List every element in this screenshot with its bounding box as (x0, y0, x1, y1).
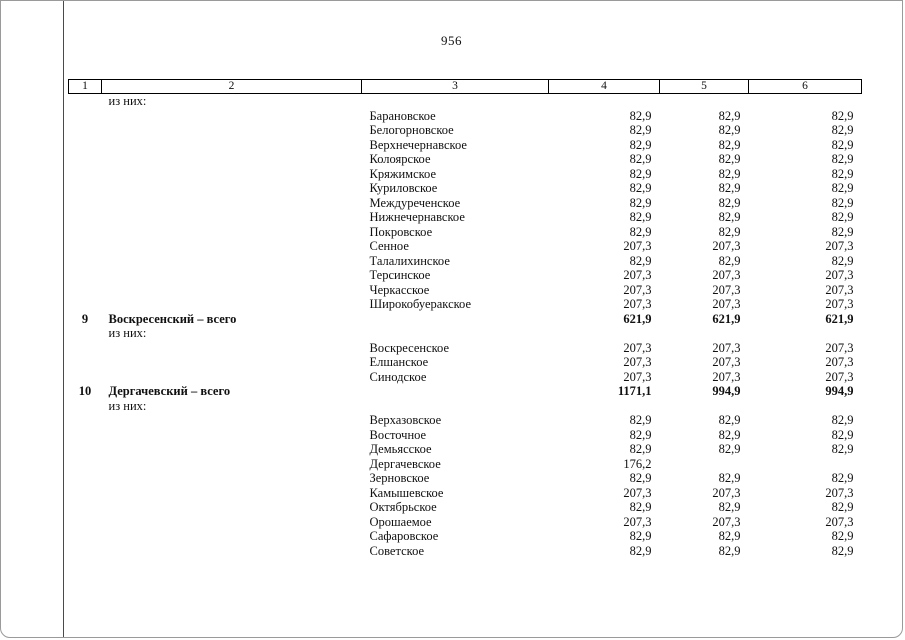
district-name-cell (102, 123, 362, 138)
table-row-note (69, 94, 862, 109)
district-name-cell (102, 457, 362, 472)
value-cell-col5: 207,3 (712, 282, 741, 297)
row-number-cell (69, 457, 102, 472)
row-number-cell (69, 399, 102, 414)
row-number-cell (69, 210, 102, 225)
settlement-name-cell: Дергачевское (369, 456, 441, 471)
table-row (69, 529, 862, 544)
table-row (69, 239, 862, 254)
value-cell-col4: 207,3 (623, 268, 652, 282)
data-table (68, 79, 862, 558)
value-cell-col6: 82,9 (831, 427, 854, 442)
district-name-cell (102, 196, 362, 211)
district-name-cell (102, 341, 362, 356)
value-cell-col4: 207,3 (623, 297, 652, 311)
value-cell-col6: 82,9 (831, 181, 854, 195)
value-cell-col5: 82,9 (718, 224, 741, 239)
value-cell-col4: 82,9 (629, 471, 652, 485)
value-cell-col6: 207,3 (825, 297, 854, 311)
value-cell-col6: 994,9 (825, 384, 854, 398)
row-number-cell (69, 94, 102, 109)
value-cell-col5: 82,9 (718, 253, 741, 268)
value-cell-col4: 82,9 (629, 166, 652, 181)
value-cell-col5: 82,9 (718, 543, 741, 558)
value-cell-col4: 82,9 (629, 253, 652, 268)
value-cell-col5: 82,9 (718, 413, 741, 427)
value-cell-col4: 82,9 (629, 210, 652, 224)
district-name-cell: из них: (108, 326, 147, 340)
table-row (69, 152, 862, 167)
table-row-district-total (69, 312, 862, 327)
district-name-cell (102, 181, 362, 196)
settlement-name-cell: Колоярское (369, 152, 431, 166)
row-number-cell (69, 196, 102, 211)
value-cell-col5: 82,9 (718, 442, 741, 456)
value-cell-col5: 207,3 (712, 514, 741, 529)
district-name-cell (102, 210, 362, 225)
table-row (69, 486, 862, 501)
value-cell-col4: 82,9 (629, 529, 652, 543)
row-number-cell (69, 529, 102, 544)
district-name-cell (102, 486, 362, 501)
value-cell-col5: 207,3 (712, 369, 741, 384)
value-cell-col6 (749, 94, 862, 109)
district-name-cell (102, 138, 362, 153)
value-cell-col5: 207,3 (712, 340, 741, 355)
table-row (69, 471, 862, 486)
value-cell-col6: 82,9 (831, 529, 854, 543)
value-cell-col5: 207,3 (712, 355, 741, 369)
district-name-cell (102, 413, 362, 428)
district-name-cell (102, 370, 362, 385)
settlement-name-cell: Елшанское (369, 355, 429, 369)
district-name-cell (102, 283, 362, 298)
value-cell-col5: 994,9 (712, 384, 741, 398)
value-cell-col4: 82,9 (629, 224, 652, 239)
value-cell-col5: 82,9 (718, 181, 741, 195)
value-cell-col5: 82,9 (718, 152, 741, 166)
table-row (69, 268, 862, 283)
table-row (69, 544, 862, 559)
value-cell-col4: 176,2 (623, 456, 652, 471)
row-number-cell (69, 254, 102, 269)
row-number-cell: 10 (78, 384, 92, 398)
value-cell-col4: 82,9 (629, 137, 652, 152)
district-name-cell (102, 268, 362, 283)
value-cell-col6: 207,3 (825, 369, 854, 384)
table-row (69, 181, 862, 196)
row-number-cell (69, 500, 102, 515)
value-cell-col4 (549, 94, 660, 109)
value-cell-col4 (549, 399, 660, 414)
settlement-name-cell: Зерновское (369, 471, 430, 485)
value-cell-col4: 82,9 (629, 500, 652, 514)
district-name-cell (102, 297, 362, 312)
value-cell-col5: 82,9 (718, 195, 741, 210)
district-name-cell (102, 500, 362, 515)
value-cell-col4: 207,3 (623, 239, 652, 253)
row-number-cell (69, 152, 102, 167)
table-row-note (69, 326, 862, 341)
row-number-cell (69, 428, 102, 443)
row-number-cell (69, 442, 102, 457)
table-body (69, 94, 862, 559)
settlement-name-cell: Кряжимское (369, 166, 437, 181)
table-row (69, 515, 862, 530)
district-name-cell: Дергачевский – всего (108, 384, 231, 398)
value-cell-col6: 207,3 (825, 239, 854, 253)
value-cell-col4: 82,9 (629, 543, 652, 558)
row-number-cell (69, 486, 102, 501)
value-cell-col6: 82,9 (831, 195, 854, 210)
settlement-name-cell (362, 94, 549, 109)
value-cell-col6: 82,9 (831, 152, 854, 166)
page-number: 956 (441, 33, 462, 48)
row-number-cell (69, 283, 102, 298)
settlement-name-cell: Синодское (369, 369, 427, 384)
row-number-cell (69, 167, 102, 182)
value-cell-col5 (660, 326, 749, 341)
table-row (69, 457, 862, 472)
value-cell-col6: 207,3 (825, 268, 854, 282)
row-number-cell (69, 341, 102, 356)
table-row (69, 210, 862, 225)
district-name-cell (102, 515, 362, 530)
settlement-name-cell: Верхнечернавское (369, 137, 467, 152)
settlement-name-cell: Верхазовское (369, 413, 442, 427)
value-cell-col6: 621,9 (825, 311, 854, 326)
table-row (69, 109, 862, 124)
table-row (69, 355, 862, 370)
value-cell-col4: 207,3 (623, 514, 652, 529)
value-cell-col6 (749, 326, 862, 341)
value-cell-col6: 82,9 (831, 253, 854, 268)
value-cell-col4: 1171,1 (617, 384, 652, 398)
value-cell-col6: 207,3 (825, 514, 854, 529)
district-name-cell (102, 428, 362, 443)
district-name-cell: из них: (108, 94, 147, 108)
settlement-name-cell: Камышевское (369, 485, 444, 500)
table-row-note (69, 399, 862, 414)
value-cell-col6: 82,9 (831, 500, 854, 514)
district-name-cell (102, 109, 362, 124)
table-row (69, 413, 862, 428)
value-cell-col6: 82,9 (831, 543, 854, 558)
table-row (69, 341, 862, 356)
value-cell-col5: 207,3 (712, 485, 741, 500)
district-name-cell (102, 544, 362, 559)
settlement-name-cell: Демьясское (369, 442, 432, 456)
row-number-cell (69, 413, 102, 428)
settlement-name-cell: Талалихинское (369, 253, 450, 268)
value-cell-col6: 82,9 (831, 210, 854, 224)
settlement-name-cell (362, 384, 549, 399)
table-row (69, 428, 862, 443)
value-cell-col6: 207,3 (825, 485, 854, 500)
settlement-name-cell: Восточное (369, 427, 427, 442)
value-cell-col4: 82,9 (629, 108, 652, 123)
settlement-name-cell: Октябрьское (369, 500, 437, 514)
table-row-district-total (69, 384, 862, 399)
table-row (69, 123, 862, 138)
table-row (69, 196, 862, 211)
row-number-cell (69, 544, 102, 559)
table-row (69, 442, 862, 457)
table-row (69, 225, 862, 240)
value-cell-col6: 82,9 (831, 123, 854, 137)
row-number-cell (69, 225, 102, 240)
value-cell-col6: 82,9 (831, 442, 854, 456)
value-cell-col5 (660, 457, 749, 472)
value-cell-col5: 621,9 (712, 311, 741, 326)
header-cell-col4: 4 (549, 80, 660, 94)
district-name-cell (102, 254, 362, 269)
settlement-name-cell: Сенное (369, 239, 409, 253)
table-row (69, 370, 862, 385)
table-row (69, 254, 862, 269)
settlement-name-cell: Советское (369, 543, 425, 558)
value-cell-col4: 82,9 (629, 195, 652, 210)
value-cell-col5: 82,9 (718, 500, 741, 514)
row-number-cell (69, 297, 102, 312)
value-cell-col5: 207,3 (712, 239, 741, 253)
settlement-name-cell: Барановское (369, 108, 436, 123)
table-row (69, 167, 862, 182)
settlement-name-cell: Куриловское (369, 181, 438, 195)
header-cell-col3: 3 (362, 80, 549, 94)
row-number-cell (69, 370, 102, 385)
value-cell-col5: 207,3 (712, 268, 741, 282)
row-number-cell (69, 181, 102, 196)
value-cell-col4: 82,9 (629, 442, 652, 456)
value-cell-col5: 82,9 (718, 108, 741, 123)
value-cell-col5: 82,9 (718, 210, 741, 224)
settlement-name-cell: Покровское (369, 224, 433, 239)
value-cell-col4: 621,9 (623, 311, 652, 326)
settlement-name-cell: Междуреченское (369, 195, 461, 210)
settlement-name-cell: Белогорновское (369, 123, 454, 137)
table-header-row (69, 80, 862, 94)
value-cell-col5 (660, 399, 749, 414)
district-name-cell (102, 529, 362, 544)
row-number-cell (69, 138, 102, 153)
settlement-name-cell (362, 326, 549, 341)
header-cell-col1: 1 (69, 80, 102, 94)
settlement-name-cell: Сафаровское (369, 529, 439, 543)
settlement-name-cell: Широкобуеракское (369, 297, 472, 311)
value-cell-col6 (749, 399, 862, 414)
table-row (69, 500, 862, 515)
row-number-cell (69, 471, 102, 486)
value-cell-col4: 82,9 (629, 181, 652, 195)
value-cell-col6 (749, 457, 862, 472)
value-cell-col5: 82,9 (718, 427, 741, 442)
row-number-cell (69, 239, 102, 254)
value-cell-col5: 207,3 (712, 297, 741, 311)
value-cell-col4: 207,3 (623, 282, 652, 297)
value-cell-col5: 82,9 (718, 137, 741, 152)
row-number-cell (69, 355, 102, 370)
value-cell-col5: 82,9 (718, 471, 741, 485)
page-margin-line (63, 1, 64, 637)
value-cell-col4: 207,3 (623, 485, 652, 500)
value-cell-col6: 207,3 (825, 282, 854, 297)
settlement-name-cell: Воскресенское (369, 340, 450, 355)
settlement-name-cell: Терсинское (369, 268, 431, 282)
row-number-cell (69, 515, 102, 530)
value-cell-col5 (660, 94, 749, 109)
value-cell-col5: 82,9 (718, 529, 741, 543)
table-row (69, 297, 862, 312)
value-cell-col4: 207,3 (623, 355, 652, 369)
district-name-cell (102, 471, 362, 486)
value-cell-col4: 207,3 (623, 369, 652, 384)
district-name-cell (102, 167, 362, 182)
value-cell-col4: 82,9 (629, 413, 652, 427)
row-number-cell (69, 326, 102, 341)
row-number-cell (69, 109, 102, 124)
table-row (69, 283, 862, 298)
header-cell-col5: 5 (660, 80, 749, 94)
settlement-name-cell: Орошаемое (369, 514, 432, 529)
settlement-name-cell: Черкасское (369, 282, 430, 297)
value-cell-col4 (549, 326, 660, 341)
settlement-name-cell (362, 312, 549, 327)
settlement-name-cell: Нижнечернавское (369, 210, 465, 224)
value-cell-col5: 82,9 (718, 166, 741, 181)
district-name-cell: из них: (108, 398, 147, 413)
table-row (69, 138, 862, 153)
district-name-cell (102, 239, 362, 254)
value-cell-col5: 82,9 (718, 123, 741, 137)
row-number-cell (69, 268, 102, 283)
value-cell-col4: 82,9 (629, 123, 652, 137)
settlement-name-cell (362, 399, 549, 414)
header-cell-col6: 6 (749, 80, 862, 94)
value-cell-col6: 82,9 (831, 224, 854, 239)
row-number-cell (69, 123, 102, 138)
district-name-cell (102, 355, 362, 370)
value-cell-col6: 82,9 (831, 108, 854, 123)
value-cell-col4: 82,9 (629, 152, 652, 166)
table-header (69, 80, 862, 94)
header-cell-col2: 2 (102, 80, 362, 94)
district-name-cell (102, 152, 362, 167)
value-cell-col4: 82,9 (629, 427, 652, 442)
value-cell-col6: 207,3 (825, 355, 854, 369)
value-cell-col6: 82,9 (831, 137, 854, 152)
district-name-cell: Воскресенский – всего (108, 311, 237, 326)
district-name-cell (102, 225, 362, 240)
value-cell-col6: 207,3 (825, 340, 854, 355)
value-cell-col4: 207,3 (623, 340, 652, 355)
value-cell-col6: 82,9 (831, 166, 854, 181)
value-cell-col6: 82,9 (831, 413, 854, 427)
district-name-cell (102, 442, 362, 457)
row-number-cell: 9 (81, 311, 89, 326)
value-cell-col6: 82,9 (831, 471, 854, 485)
